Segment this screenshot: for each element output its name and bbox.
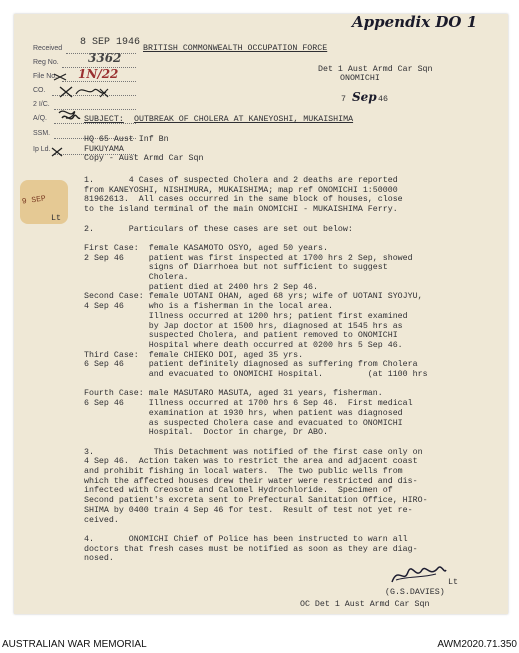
footer-bar: [0, 637, 519, 653]
signature-name: (G.S.DAVIES): [385, 588, 445, 597]
signature-scrawl: [388, 560, 448, 588]
date-year: 46: [378, 95, 388, 104]
stamp-label-file-no: File No.: [33, 73, 58, 80]
body-line: Hospital. Doctor in charge, Dr ABO.: [84, 428, 328, 438]
body-line: 4 Sep 46. Action taken was to restrict the area and adjacent coast: [84, 457, 418, 467]
body-line: infected with Creosote and Calomel Hydrochloride. Specimen of: [84, 486, 393, 496]
body-line: patient died at 2400 hrs 2 Sep 46.: [84, 282, 319, 292]
body-line: and prohibit fishing in local waters. The two public wells from: [84, 467, 403, 476]
subject-label: SUBJECT:: [84, 115, 124, 124]
body-line: 6 Sep 46 patient definitely diagnosed as suffering from Cholera: [84, 360, 418, 370]
footer-accession-id: AWM2020.71.350: [437, 639, 517, 650]
body-line: suspected Cholera, and patient removed to ONOMICHI: [84, 331, 398, 341]
body-line: ceived.: [84, 515, 119, 525]
body-line: First Case: female KASAMOTO OSYO, aged 50 years.: [84, 243, 328, 253]
stamp-received-date: 8 SEP 1946: [80, 37, 141, 48]
stamp-label-2ic: 2 I/C.: [33, 101, 50, 108]
date-day: 7: [341, 95, 346, 104]
subject-text: OUTBREAK OF CHOLERA AT KANEYOSHI, MUKAISHIMA: [134, 115, 354, 124]
body-line: 2. Particulars of these cases are set out below:: [84, 224, 353, 234]
stamp-label-co: CO.: [33, 87, 46, 94]
date-month: Sep: [352, 90, 377, 104]
body-line: Second patient's excreta sent to Prefectural Sanitation Office, HIRO-: [84, 496, 428, 506]
letterhead-unit: Det 1 Aust Armd Car Sqn: [318, 65, 433, 74]
body-line: SHIMA by 0400 train 4 Sep 46 for test. Result of test not yet re-: [84, 505, 413, 515]
signature-rank: Lt: [448, 578, 458, 587]
body-line: 81962613. All cases occurred in the same block of houses, close: [84, 195, 403, 205]
stamp-label-ssm: SSM.: [33, 130, 51, 137]
subject-check-mark: [60, 110, 82, 126]
body-line: Second Case: female UOTANI OHAN, aged 68 yrs; wife of UOTANI SYOJYU,: [84, 292, 423, 302]
body-line: signs of Diarrhoea but not sufficient to suggest: [84, 263, 388, 273]
body-line: 1. 4 Cases of suspected Cholera and 2 deaths are reported: [84, 176, 398, 185]
body-line: 4. ONOMICHI Chief of Police has been instructed to warn all: [84, 534, 408, 544]
body-line: as suspected Cholera case and evacuated to ONOMICHI: [84, 418, 403, 428]
stamp-pen-marks: [0, 0, 519, 200]
signature-title: OC Det 1 Aust Armd Car Sqn: [300, 600, 430, 609]
body-line: 3. This Detachment was notified of the first case only on: [84, 447, 423, 457]
body-line: Fourth Case: male MASUTARO MASUTA, aged 31 years, fisherman.: [84, 389, 383, 399]
stamp-file-no-value: 1N/22: [78, 67, 119, 81]
side-stamp-lt: Lt: [51, 214, 61, 223]
body-line: 4 Sep 46 who is a fisherman in the local area.: [84, 302, 333, 312]
stamp-label-ip-ld: Ip Ld.: [33, 146, 51, 153]
body-line: nosed.: [84, 554, 114, 564]
body-line: Cholera.: [84, 273, 189, 282]
addressee-1: HQ 65 Aust Inf Bn: [84, 135, 169, 144]
appendix-label: Appendix DO 1: [352, 13, 478, 31]
side-stamp-date: 9 SEP: [21, 194, 47, 207]
body-line: Third Case: female CHIEKO DOI, aged 35 yrs.: [84, 350, 304, 360]
stamp-reg-no-value: 3362: [88, 51, 122, 65]
stamp-label-reg-no: Reg No.: [33, 59, 59, 66]
letterhead-org: BRITISH COMMONWEALTH OCCUPATION FORCE: [143, 44, 328, 53]
letterhead-place: ONOMICHI: [340, 74, 380, 83]
body-line: Illness occurred at 1200 hrs; patient first examined: [84, 311, 408, 321]
body-line: examination at 1930 hrs, when patient was diagnosed: [84, 408, 403, 418]
body-line: Hospital where death occurred at 0200 hrs 5 Sep 46.: [84, 340, 403, 350]
body-line: which the affected houses drew their water were restricted and dis-: [84, 476, 418, 486]
addressee-3: Copy - Aust Armd Car Sqn: [84, 154, 204, 163]
body-line: 6 Sep 46 Illness occurred at 1700 hrs 6 Sep 46. First medical: [84, 399, 413, 409]
body-line: doctors that fresh cases must be notified as soon as they are diag-: [84, 544, 418, 554]
addressee-2: FUKUYAMA: [84, 145, 124, 154]
stamp-label-aq: A/Q.: [33, 115, 48, 122]
footer-source: AUSTRALIAN WAR MEMORIAL: [2, 639, 147, 650]
body-line: to the island terminal of the main ONOMICHI - MUKAISHIMA Ferry.: [84, 205, 398, 215]
body-line: and evacuated to ONOMICHI Hospital. (at 1100 hrs: [84, 370, 428, 379]
body-line: by Jap doctor at 1500 hrs, diagnosed at 1545 hrs as: [84, 321, 403, 331]
body-line: 2 Sep 46 patient was first inspected at 1700 hrs 2 Sep, showed: [84, 253, 413, 263]
body-line: from KANEYOSHI, NISHIMURA, MUKAISHIMA; map ref ONOMICHI 1:50000: [84, 185, 398, 195]
stamp-label-received: Received: [33, 45, 63, 52]
